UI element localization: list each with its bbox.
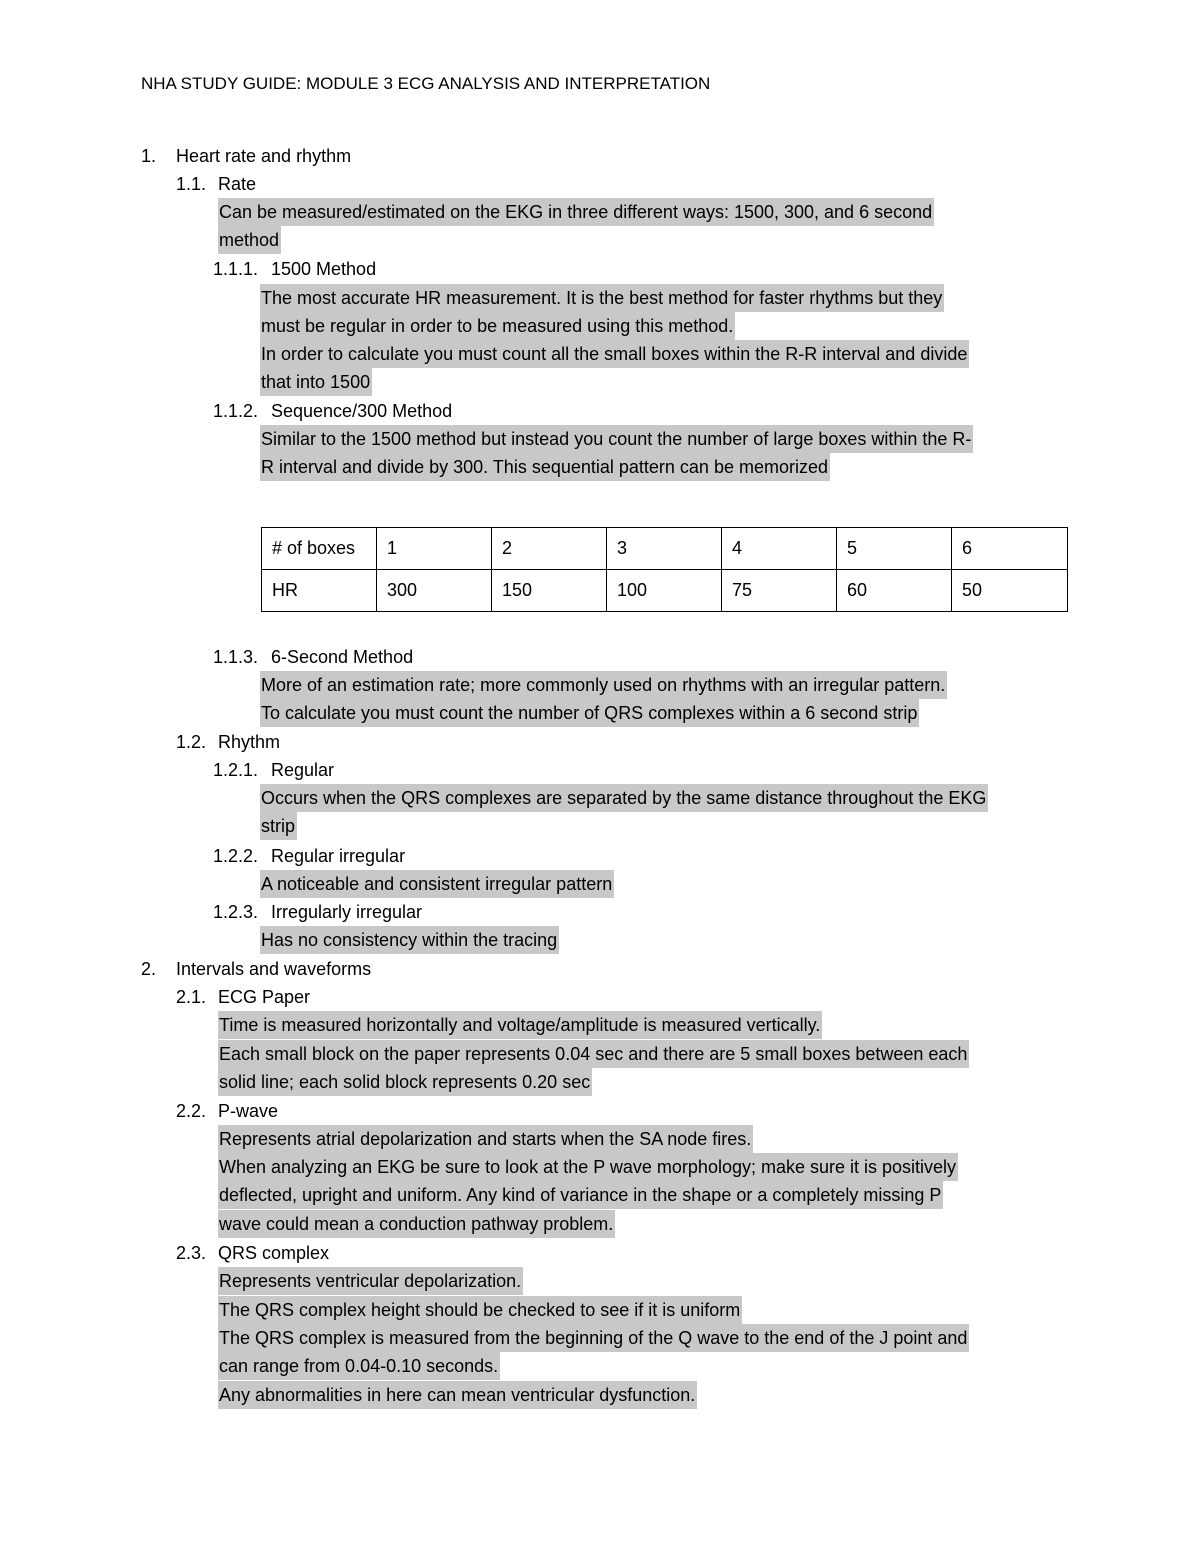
item-label: Regular irregular xyxy=(271,846,406,866)
body-text xyxy=(260,784,988,812)
body-text xyxy=(218,1324,969,1352)
highlighted-text: Can be measured/estimated on the EKG in three different ways: 1500, 300, and 6 second xyxy=(218,198,934,226)
body-text xyxy=(218,1210,615,1238)
item-label: Irregularly irregular xyxy=(271,902,423,922)
table-cell: # of boxes xyxy=(262,528,377,570)
highlighted-text: that into 1500 xyxy=(260,368,372,396)
item-label: QRS complex xyxy=(218,1243,330,1263)
highlighted-text: Represents atrial depolarization and starts when the SA node fires. xyxy=(218,1125,753,1153)
item-number: 2. xyxy=(141,959,157,979)
table-cell: 300 xyxy=(377,570,492,612)
item-number: 1.2.3. xyxy=(213,902,259,922)
highlighted-text: To calculate you must count the number of QRS complexes within a 6 second strip xyxy=(260,699,919,727)
body-text xyxy=(218,1153,958,1181)
body-text xyxy=(218,198,934,226)
body-text xyxy=(260,284,944,312)
highlighted-text: deflected, upright and uniform. Any kind of variance in the shape or a completely missing P xyxy=(218,1181,943,1209)
highlighted-text: strip xyxy=(260,812,297,840)
item-label: Intervals and waveforms xyxy=(176,959,372,979)
highlighted-text: When analyzing an EKG be sure to look at the P wave morphology; make sure it is positively xyxy=(218,1153,958,1181)
table-cell: 100 xyxy=(607,570,722,612)
body-text xyxy=(218,1040,969,1068)
table-cell: 50 xyxy=(952,570,1068,612)
table-cell: 150 xyxy=(492,570,607,612)
table-cell: HR xyxy=(262,570,377,612)
table-cell: 1 xyxy=(377,528,492,570)
body-text xyxy=(260,340,969,368)
table-cell: 2 xyxy=(492,528,607,570)
table-cell: 5 xyxy=(837,528,952,570)
highlighted-text: R interval and divide by 300. This sequential pattern can be memorized xyxy=(260,453,830,481)
item-label: Rate xyxy=(218,174,257,194)
body-text xyxy=(260,368,372,396)
item-label: Sequence/300 Method xyxy=(271,401,453,421)
highlighted-text: solid line; each solid block represents 0.20 sec xyxy=(218,1068,592,1096)
body-text xyxy=(218,1296,742,1324)
item-number: 1. xyxy=(141,146,157,166)
item-label: 1500 Method xyxy=(271,259,377,279)
item-label: Regular xyxy=(271,760,335,780)
body-text xyxy=(218,1068,592,1096)
body-text xyxy=(218,1381,697,1409)
body-text xyxy=(218,1267,523,1295)
item-label: Heart rate and rhythm xyxy=(176,146,352,166)
item-number: 1.2. xyxy=(176,732,207,752)
body-text xyxy=(218,226,281,254)
item-label: P-wave xyxy=(218,1101,279,1121)
table-cell: 60 xyxy=(837,570,952,612)
body-text xyxy=(218,1352,500,1380)
item-number: 1.2.1. xyxy=(213,760,259,780)
highlighted-text: Time is measured horizontally and voltage/amplitude is measured vertically. xyxy=(218,1011,822,1039)
highlighted-text: The most accurate HR measurement. It is the best method for faster rhythms but they xyxy=(260,284,944,312)
highlighted-text: Represents ventricular depolarization. xyxy=(218,1267,523,1295)
highlighted-text: method xyxy=(218,226,281,254)
item-number: 2.2. xyxy=(176,1101,207,1121)
highlighted-text: wave could mean a conduction pathway problem. xyxy=(218,1210,615,1238)
body-text xyxy=(260,699,919,727)
highlighted-text: In order to calculate you must count all the small boxes within the R-R interval and divide xyxy=(260,340,969,368)
item-label: Rhythm xyxy=(218,732,281,752)
highlighted-text: Has no consistency within the tracing xyxy=(260,926,559,954)
page-title: NHA STUDY GUIDE: MODULE 3 ECG ANALYSIS AND INTERPRETATION xyxy=(141,74,711,93)
body-text xyxy=(260,812,297,840)
highlighted-text: can range from 0.04-0.10 seconds. xyxy=(218,1352,500,1380)
body-text xyxy=(260,312,735,340)
item-number: 1.1.2. xyxy=(213,401,259,421)
body-text xyxy=(260,926,559,954)
highlighted-text: Occurs when the QRS complexes are separated by the same distance throughout the EKG xyxy=(260,784,988,812)
body-text xyxy=(218,1181,943,1209)
item-label: 6-Second Method xyxy=(271,647,414,667)
table-cell: 6 xyxy=(952,528,1068,570)
body-text xyxy=(218,1125,753,1153)
item-number: 1.1.1. xyxy=(213,259,259,279)
item-number: 2.1. xyxy=(176,987,207,1007)
table-cell: 75 xyxy=(722,570,837,612)
heart-rate-table xyxy=(261,527,1068,612)
body-text xyxy=(260,870,614,898)
highlighted-text: Each small block on the paper represents 0.04 sec and there are 5 small boxes between each xyxy=(218,1040,969,1068)
table-row xyxy=(262,528,1068,570)
item-number: 1.1. xyxy=(176,174,207,194)
body-text xyxy=(260,425,973,453)
highlighted-text: The QRS complex height should be checked to see if it is uniform xyxy=(218,1296,742,1324)
table-cell: 3 xyxy=(607,528,722,570)
body-text xyxy=(260,671,947,699)
item-number: 1.2.2. xyxy=(213,846,259,866)
table-row xyxy=(262,570,1068,612)
item-label: ECG Paper xyxy=(218,987,311,1007)
item-number: 2.3. xyxy=(176,1243,207,1263)
body-text xyxy=(218,1011,822,1039)
highlighted-text: A noticeable and consistent irregular pattern xyxy=(260,870,614,898)
highlighted-text: Similar to the 1500 method but instead you count the number of large boxes within the R- xyxy=(260,425,973,453)
highlighted-text: The QRS complex is measured from the beginning of the Q wave to the end of the J point and xyxy=(218,1324,969,1352)
body-text xyxy=(260,453,830,481)
table-cell: 4 xyxy=(722,528,837,570)
item-number: 1.1.3. xyxy=(213,647,259,667)
highlighted-text: More of an estimation rate; more commonly used on rhythms with an irregular pattern. xyxy=(260,671,947,699)
highlighted-text: must be regular in order to be measured using this method. xyxy=(260,312,735,340)
highlighted-text: Any abnormalities in here can mean ventricular dysfunction. xyxy=(218,1381,697,1409)
